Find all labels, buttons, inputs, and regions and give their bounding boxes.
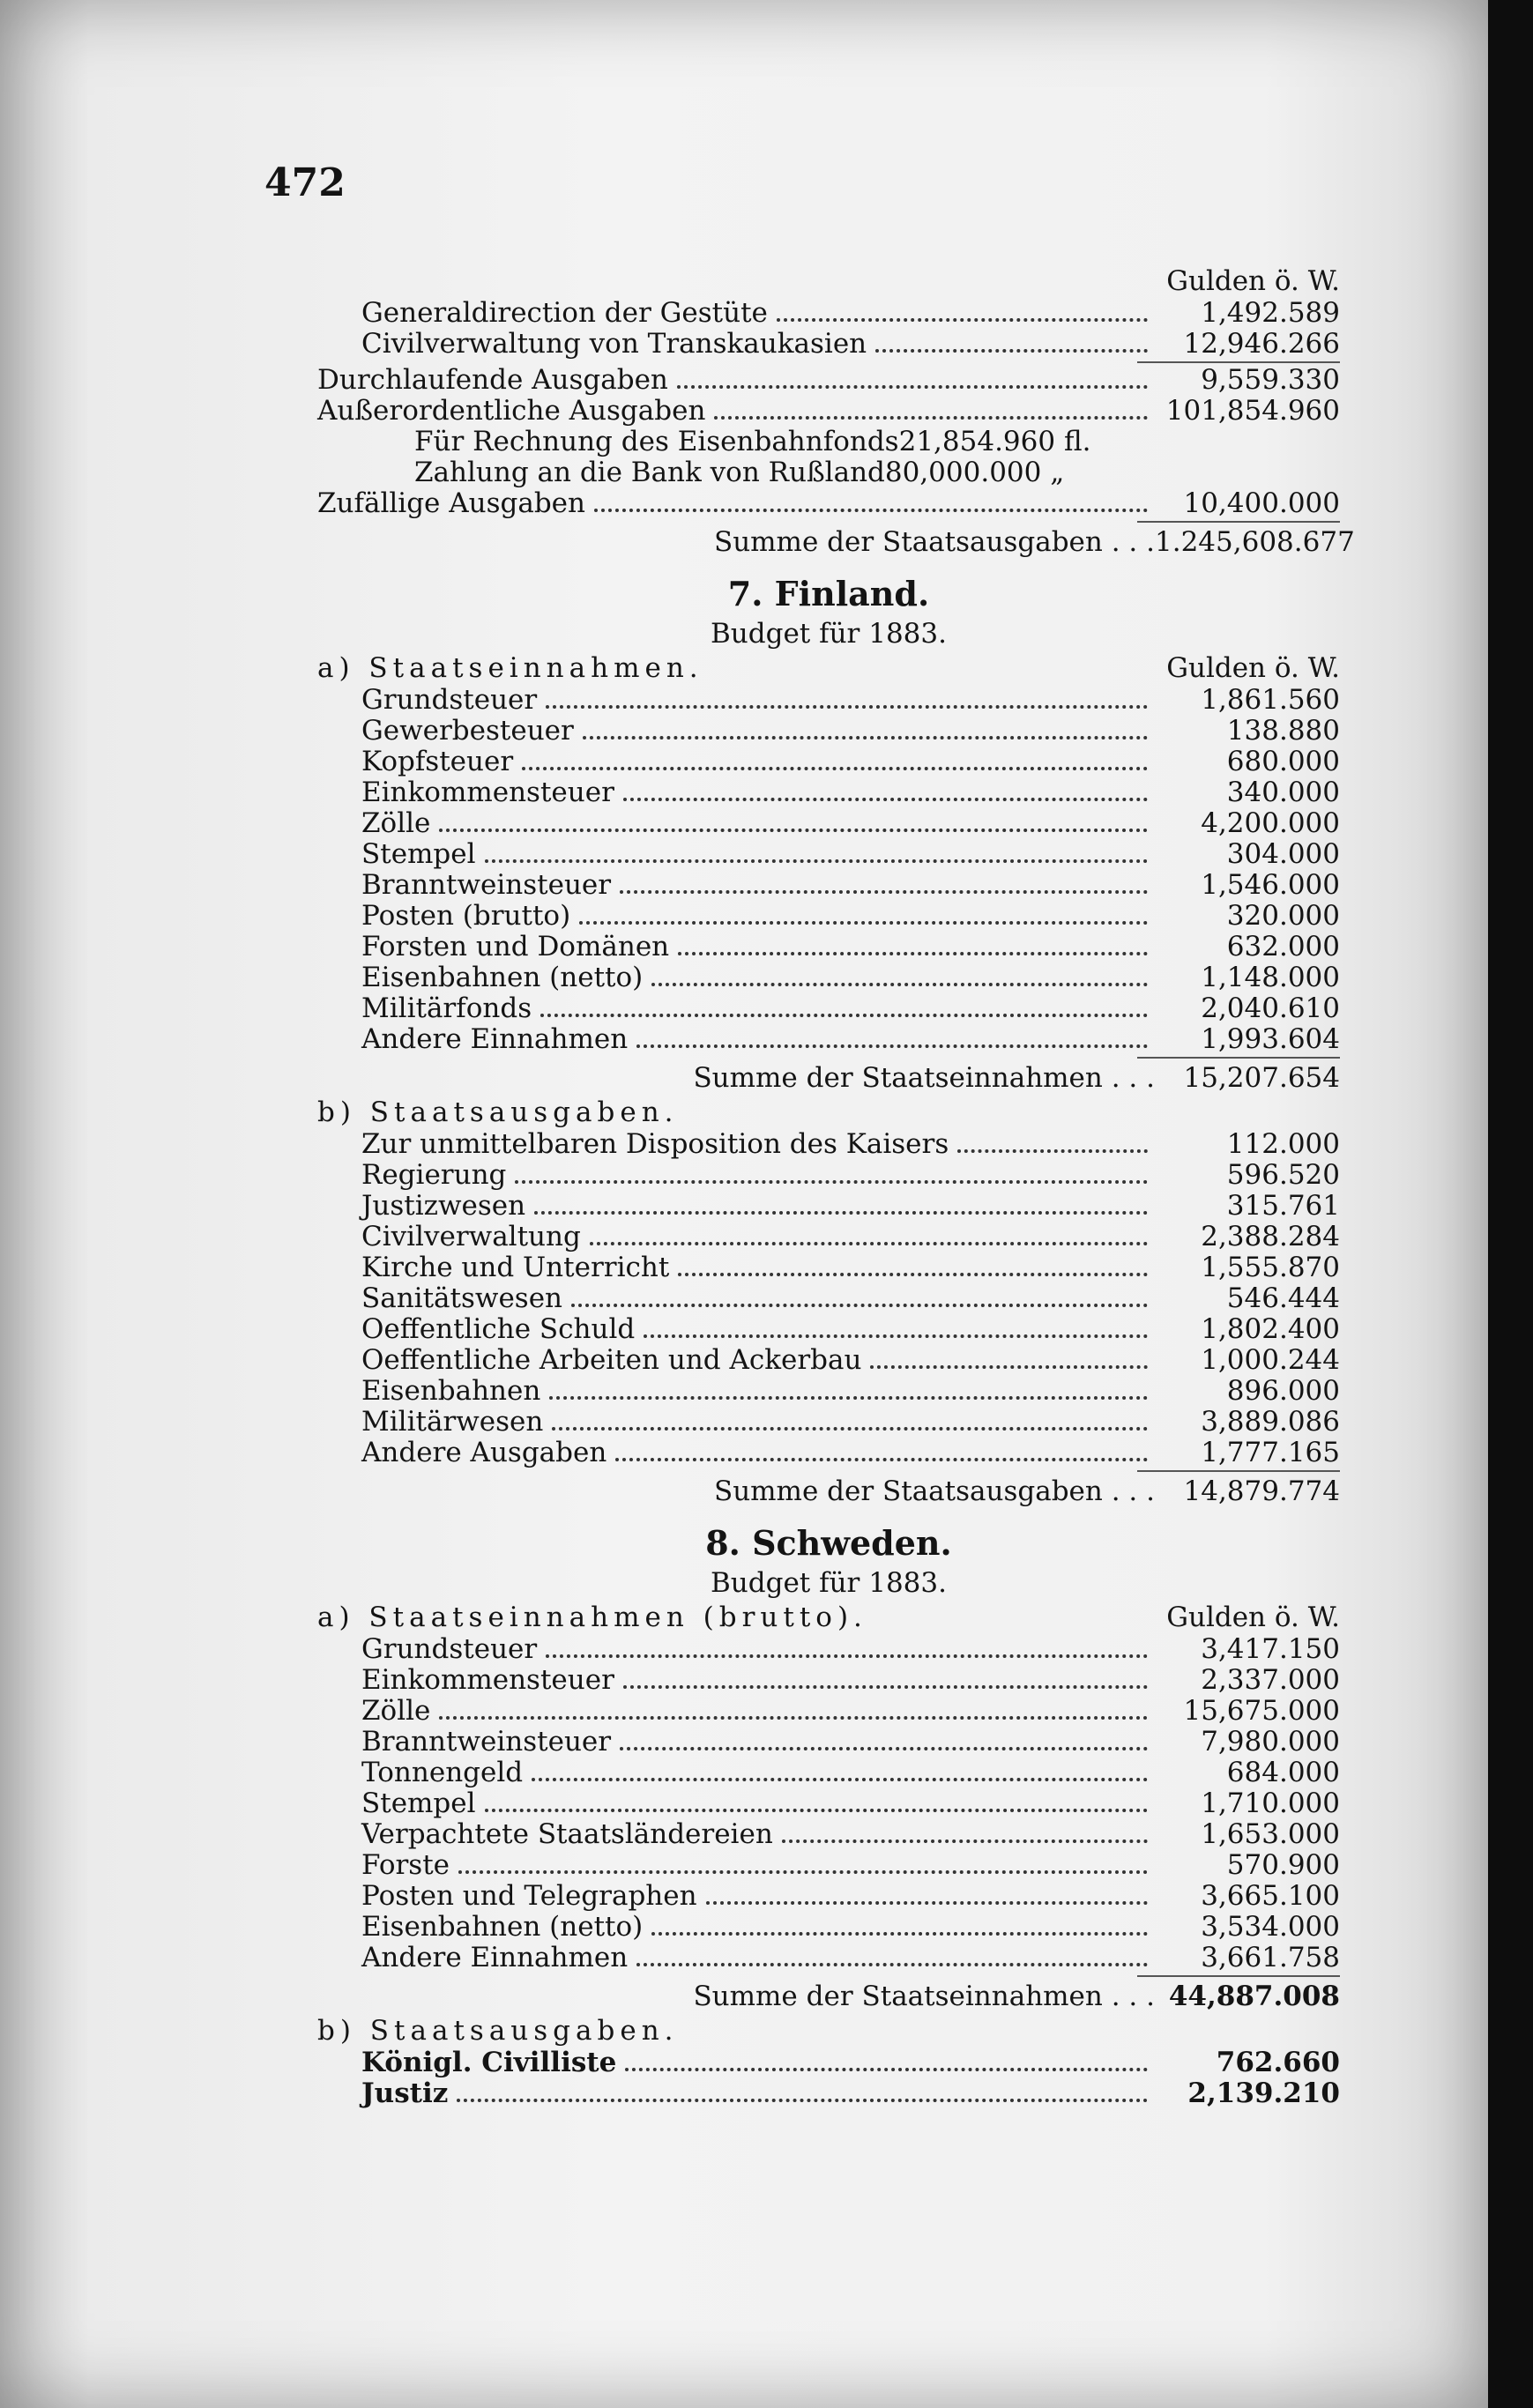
leader-dots [615, 1458, 1148, 1461]
row-value: 9,559.330 [1201, 364, 1340, 396]
row-label: Außerordentliche Ausgaben [317, 395, 706, 427]
row-value: 12,946.266 [1183, 328, 1340, 360]
row-label: Branntweinsteuer [361, 1726, 612, 1758]
leader-dots [677, 385, 1148, 389]
leader-dots [678, 952, 1148, 955]
leader-dots [875, 349, 1148, 353]
row-value: 101,854.960 [1165, 395, 1340, 427]
row-label: Stempel [361, 838, 476, 870]
leader-dots [579, 921, 1148, 925]
leader-dots [714, 416, 1148, 420]
sum-rule [1137, 1470, 1340, 1472]
leader-dots [644, 1334, 1148, 1338]
leader-dots [439, 1716, 1148, 1720]
leader-dots [623, 798, 1148, 801]
row-label: Zufällige Ausgaben [317, 487, 585, 519]
row-value: 896.000 [1226, 1375, 1340, 1407]
table-row [317, 1252, 1340, 1283]
row-value: 1,555.870 [1201, 1252, 1340, 1283]
row-label: Generaldirection der Gestüte [361, 297, 768, 329]
leader-dots [485, 859, 1148, 863]
row-label: Einkommensteuer [361, 1664, 614, 1696]
row-value: 570.900 [1226, 1849, 1340, 1881]
row-label: Tonnengeld [361, 1757, 524, 1788]
page-number: 472 [264, 160, 346, 205]
schweden-section [317, 1521, 1340, 2109]
row-label: Eisenbahnen (netto) [361, 962, 644, 993]
leader-dots [777, 318, 1148, 322]
row-value: 1,653.000 [1201, 1818, 1340, 1850]
table-row [317, 457, 1340, 488]
sum-rule [1137, 1057, 1340, 1059]
expense-heading: b) Staatsausgaben. [317, 1096, 679, 1128]
income-heading-row [317, 651, 1340, 685]
table-row [317, 1634, 1340, 1665]
schweden-expense-list [317, 2048, 1340, 2109]
sum-rule [1137, 1975, 1340, 1977]
row-label: Forste [361, 1849, 450, 1881]
leader-dots [623, 1685, 1148, 1689]
table-row [317, 716, 1340, 747]
table-row [317, 298, 1340, 329]
leader-dots [678, 1273, 1148, 1276]
row-value: 1,777.165 [1201, 1437, 1340, 1468]
table-row [317, 427, 1340, 457]
row-value: 2,139.210 [1187, 2077, 1340, 2109]
row-label: Forsten und Domänen [361, 931, 670, 962]
row-label: Andere Einnahmen [361, 1023, 629, 1055]
sum-value: 1.245,608.677 [1155, 526, 1355, 558]
row-value: 340.000 [1226, 777, 1340, 808]
section-title: 8. Schweden. [705, 1523, 952, 1563]
leader-dots [458, 1870, 1148, 1874]
row-value: 2,337.000 [1201, 1664, 1340, 1696]
sum-row [317, 1474, 1340, 1509]
table-row [317, 396, 1340, 427]
row-value: 632.000 [1226, 931, 1340, 962]
leader-dots [540, 1014, 1148, 1017]
table-row [317, 1850, 1340, 1881]
sum-row [317, 524, 1355, 560]
row-value: 1,148.000 [1201, 962, 1340, 993]
row-label: Stempel [361, 1787, 476, 1819]
leader-dots [651, 983, 1148, 986]
table-row [317, 1912, 1340, 1943]
row-value: 1,000.244 [1201, 1344, 1340, 1376]
table-row [317, 1881, 1340, 1912]
row-value: 1,546.000 [1201, 869, 1340, 901]
row-label: Einkommensteuer [361, 777, 614, 808]
leader-dots [651, 1932, 1148, 1936]
budget-content [317, 264, 1355, 2109]
leader-dots [534, 1211, 1148, 1215]
table-row [317, 1943, 1340, 1973]
leader-dots [522, 767, 1148, 770]
row-label: Andere Ausgaben [361, 1437, 607, 1468]
table-row [317, 808, 1340, 839]
row-value: 3,889.086 [1201, 1406, 1340, 1438]
leader-dots [870, 1365, 1148, 1369]
row-label: Grundsteuer [361, 684, 538, 716]
row-value: 2,388.284 [1201, 1221, 1340, 1252]
row-label: Eisenbahnen [361, 1375, 541, 1407]
row-value: 3,665.100 [1201, 1880, 1340, 1912]
row-label: Branntweinsteuer [361, 869, 612, 901]
row-label: Sanitätswesen [361, 1282, 563, 1314]
income-heading-row [317, 1601, 1340, 1634]
row-value: 4,200.000 [1201, 807, 1340, 839]
table-row [317, 1438, 1340, 1468]
table-row [317, 932, 1340, 962]
row-value: 1,861.560 [1201, 684, 1340, 716]
leader-dots [546, 705, 1148, 709]
unit-header: Gulden ö. W. [1166, 1602, 1340, 1633]
sum-label: Summe der Staatseinnahmen . . . [693, 1062, 1155, 1094]
row-label: Zur unmittelbaren Disposition des Kaisers [361, 1128, 949, 1160]
leader-dots [625, 2068, 1148, 2071]
row-label: Verpachtete Staatsländereien [361, 1818, 773, 1850]
sum-label: Summe der Staatsausgaben . . . [713, 526, 1155, 558]
income-heading: a) Staatseinnahmen. [317, 652, 703, 684]
unit-header: Gulden ö. W. [1166, 265, 1340, 297]
table-row [317, 1376, 1340, 1407]
unit-header: Gulden ö. W. [1166, 652, 1340, 684]
leader-dots [549, 1396, 1148, 1400]
table-row [317, 839, 1340, 870]
sum-rule [1137, 361, 1340, 363]
table-row [317, 488, 1340, 519]
expense-heading-row [317, 2014, 1340, 2048]
leader-dots [457, 2099, 1148, 2102]
row-value: 684.000 [1226, 1757, 1340, 1788]
row-label: Grundsteuer [361, 1633, 538, 1665]
sum-value: 14,879.774 [1183, 1475, 1340, 1507]
row-label: Posten (brutto) [361, 900, 571, 932]
row-label: Posten und Telegraphen [361, 1880, 697, 1912]
table-row [317, 2048, 1340, 2078]
row-value: 1,710.000 [1201, 1787, 1340, 1819]
row-value: 1,492.589 [1201, 297, 1340, 329]
table-row [317, 1407, 1340, 1438]
row-value: 15,675.000 [1183, 1695, 1340, 1727]
leader-dots [590, 1242, 1148, 1245]
section-subtitle: Budget für 1883. [711, 618, 947, 650]
table-row [317, 1314, 1340, 1345]
row-label: Regierung [361, 1159, 507, 1191]
sum-row [317, 1060, 1340, 1096]
row-value: 3,661.758 [1201, 1942, 1340, 1973]
row-subvalue: 21,854.960 fl. [898, 426, 1091, 457]
table-row [317, 1758, 1340, 1788]
table-row [317, 1665, 1340, 1696]
income-heading: a) Staatseinnahmen (brutto). [317, 1602, 867, 1633]
table-row [317, 1788, 1340, 1819]
row-value: 1,802.400 [1201, 1313, 1340, 1345]
leader-dots [620, 890, 1148, 894]
row-label: Durchlaufende Ausgaben [317, 364, 668, 396]
table-row [317, 1222, 1340, 1252]
leader-dots [571, 1304, 1148, 1307]
row-label: Oeffentliche Arbeiten und Ackerbau [361, 1344, 862, 1376]
finland-section [317, 572, 1340, 1509]
leader-dots [546, 1654, 1148, 1658]
sum-value: 44,887.008 [1168, 1981, 1340, 2012]
table-row [317, 1696, 1340, 1727]
row-value: 315.761 [1226, 1190, 1340, 1222]
section-title: 7. Finland. [727, 574, 930, 613]
table-row [317, 901, 1340, 932]
previous-section [317, 264, 1355, 560]
row-label: Andere Einnahmen [361, 1942, 629, 1973]
leader-dots [636, 1963, 1148, 1966]
leader-dots [583, 736, 1148, 739]
table-row [317, 747, 1340, 777]
table-row [317, 365, 1340, 396]
table-row [317, 1283, 1340, 1314]
row-label: Kirche und Unterricht [361, 1252, 670, 1283]
finland-expense-list [317, 1129, 1340, 1468]
table-row [317, 1345, 1340, 1376]
section-subtitle: Budget für 1883. [711, 1567, 947, 1599]
row-subvalue: 80,000.000 „ [884, 457, 1065, 488]
schweden-income-list [317, 1634, 1340, 1973]
row-label: Zölle [361, 807, 431, 839]
row-label: Civilverwaltung von Transkaukasien [361, 328, 867, 360]
row-value: 3,534.000 [1201, 1911, 1340, 1943]
leader-dots [706, 1901, 1148, 1905]
table-row [317, 1727, 1340, 1758]
leader-dots [439, 829, 1148, 832]
leader-dots [957, 1149, 1148, 1153]
leader-dots [485, 1809, 1148, 1812]
table-row [317, 1024, 1340, 1055]
leader-dots [552, 1427, 1148, 1431]
expense-heading-row [317, 1096, 1340, 1129]
row-label: Justizwesen [361, 1190, 526, 1222]
row-value: 112.000 [1226, 1128, 1340, 1160]
table-row [317, 685, 1340, 716]
row-value: 1,993.604 [1201, 1023, 1340, 1055]
row-value: 7,980.000 [1201, 1726, 1340, 1758]
row-label: Kopfsteuer [361, 746, 514, 777]
row-value: 596.520 [1226, 1159, 1340, 1191]
row-value: 3,417.150 [1201, 1633, 1340, 1665]
row-label: Militärwesen [361, 1406, 544, 1438]
table-row [317, 1191, 1340, 1222]
row-value: 320.000 [1226, 900, 1340, 932]
leader-dots [620, 1747, 1148, 1750]
table-row [317, 777, 1340, 808]
sum-row [317, 1979, 1340, 2014]
table-row [317, 1129, 1340, 1160]
row-value: 546.444 [1226, 1282, 1340, 1314]
table-row [317, 329, 1340, 360]
row-label: Oeffentliche Schuld [361, 1313, 636, 1345]
leader-dots [594, 509, 1148, 512]
row-value: 10,400.000 [1183, 487, 1340, 519]
table-row [317, 1819, 1340, 1850]
finland-income-list [317, 685, 1340, 1055]
sum-value: 15,207.654 [1183, 1062, 1340, 1094]
table-row [317, 1160, 1340, 1191]
expense-heading: b) Staatsausgaben. [317, 2015, 679, 2047]
row-label: Zölle [361, 1695, 431, 1727]
row-value: 680.000 [1226, 746, 1340, 777]
row-label: Eisenbahnen (netto) [361, 1911, 644, 1943]
table-row [317, 962, 1340, 993]
row-label: Militärfonds [361, 992, 532, 1024]
row-value: 138.880 [1226, 715, 1340, 747]
table-row [317, 2078, 1340, 2109]
leader-dots [515, 1180, 1148, 1184]
leader-dots [532, 1778, 1148, 1781]
leader-dots [782, 1839, 1148, 1843]
row-value: 762.660 [1216, 2047, 1340, 2078]
row-label: Zahlung an die Bank von Rußland [414, 457, 885, 488]
sum-rule [1137, 521, 1340, 523]
row-label: Gewerbesteuer [361, 715, 574, 747]
sum-label: Summe der Staatsausgaben . . . [713, 1475, 1155, 1507]
row-value: 304.000 [1226, 838, 1340, 870]
row-label: Justiz [361, 2077, 449, 2109]
row-value: 2,040.610 [1201, 992, 1340, 1024]
table-row [317, 993, 1340, 1024]
row-label: Civilverwaltung [361, 1221, 581, 1252]
table-row [317, 870, 1340, 901]
row-label: Für Rechnung des Eisenbahnfonds [414, 426, 899, 457]
row-label: Königl. Civilliste [361, 2047, 617, 2078]
sum-label: Summe der Staatseinnahmen . . . [693, 1981, 1155, 2012]
leader-dots [636, 1044, 1148, 1048]
